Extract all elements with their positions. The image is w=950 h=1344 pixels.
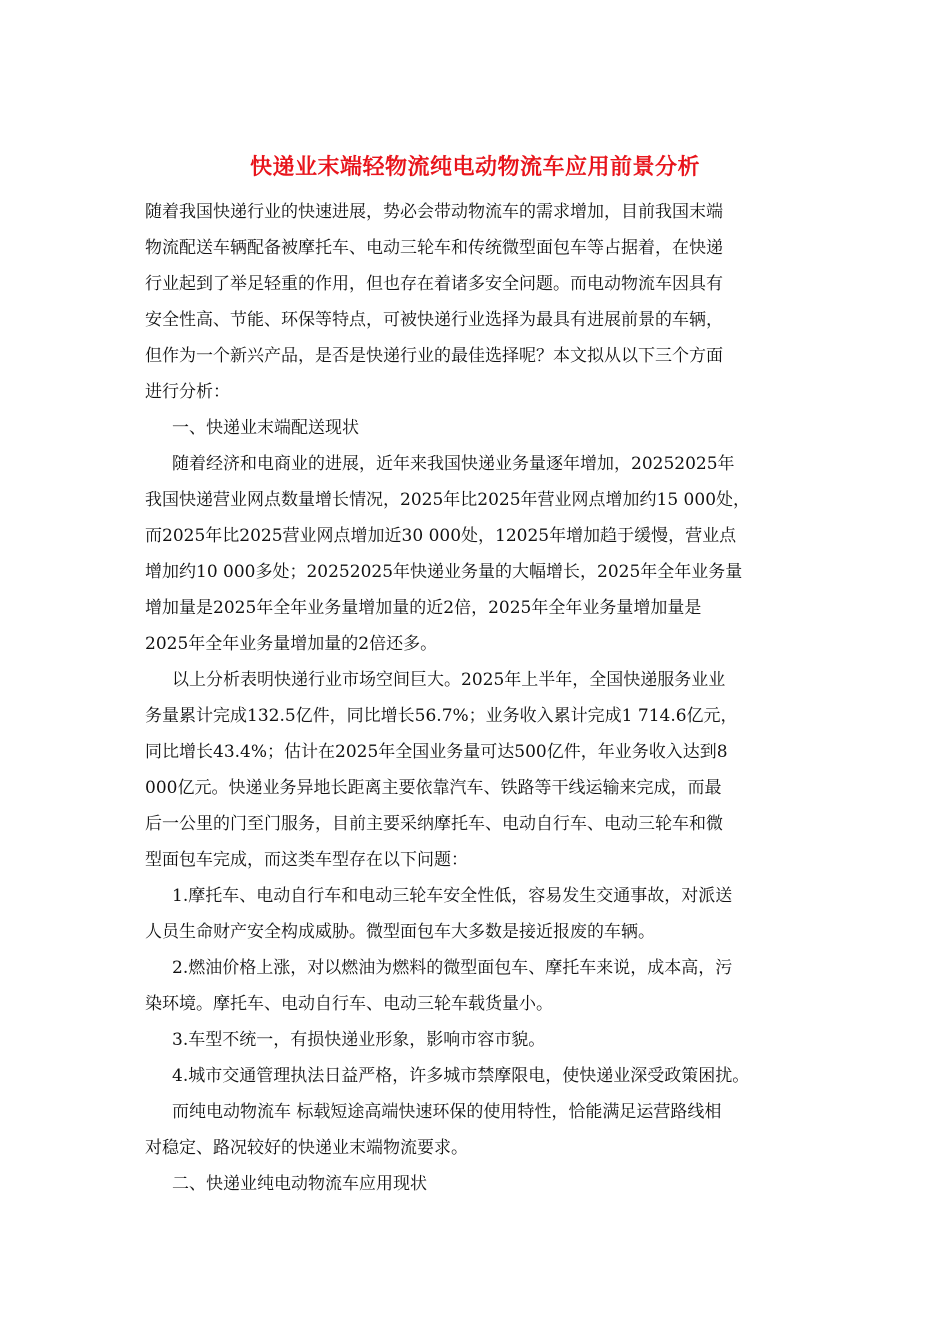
text-line: 行业起到了举足轻重的作用，但也存在着诸多安全问题。而电动物流车因具有	[145, 274, 723, 294]
text-line: 但作为一个新兴产品，是否是快递行业的最佳选择呢？本文拟从以下三个方面	[145, 346, 723, 366]
list-item-continuation: 染环境。摩托车、电动自行车、电动三轮车载货量小。	[145, 994, 553, 1014]
section-heading: 一、快递业末端配送现状	[172, 418, 359, 438]
text-line: 物流配送车辆配备被摩托车、电动三轮车和传统微型面包车等占据着，在快递	[145, 238, 723, 258]
text-line: 对稳定、路况较好的快递业末端物流要求。	[145, 1138, 468, 1158]
text-line: 随着我国快递行业的快速进展，势必会带动物流车的需求增加，目前我国末端	[145, 202, 723, 222]
text-line: 而2025年比2025营业网点增加近30 000处，12025年增加趋于缓慢，营业点	[145, 526, 737, 546]
text-line: 000亿元。快递业务异地长距离主要依靠汽车、铁路等干线运输来完成，而最	[145, 778, 722, 798]
section-heading: 二、快递业纯电动物流车应用现状	[172, 1174, 427, 1194]
text-line: 进行分析：	[145, 382, 230, 402]
list-item: 1.摩托车、电动自行车和电动三轮车安全性低，容易发生交通事故，对派送	[172, 886, 733, 906]
text-line: 增加量是2025年全年业务量增加量的近2倍，2025年全年业务量增加量是	[145, 598, 702, 618]
text-line: 我国快递营业网点数量增长情况，2025年比2025年营业网点增加约15 000处，	[145, 490, 751, 510]
text-line: 以上分析表明快递行业市场空间巨大。2025年上半年，全国快递服务业业	[172, 670, 726, 690]
text-line: 2025年全年业务量增加量的2倍还多。	[145, 634, 438, 654]
text-line: 务量累计完成132.5亿件，同比增长56.7%；业务收入累计完成1 714.6亿元，	[145, 706, 738, 726]
list-item: 4.城市交通管理执法日益严格，许多城市禁摩限电，使快递业深受政策困扰。	[172, 1066, 750, 1086]
text-line: 同比增长43.4%；估计在2025年全国业务量可达500亿件，年业务收入达到8	[145, 742, 728, 762]
text-line: 安全性高、节能、环保等特点，可被快递行业选择为最具有进展前景的车辆，	[145, 310, 723, 330]
text-line: 型面包车完成，而这类车型存在以下问题：	[145, 850, 468, 870]
list-item: 2.燃油价格上涨，对以燃油为燃料的微型面包车、摩托车来说，成本高，污	[172, 958, 733, 978]
list-item: 3.车型不统一，有损快递业形象，影响市容市貌。	[172, 1030, 546, 1050]
document-title: 快递业末端轻物流纯电动物流车应用前景分析	[249, 155, 700, 180]
text-line: 而纯电动物流车 标载短途高端快速环保的使用特性，恰能满足运营路线相	[172, 1102, 722, 1122]
list-item-continuation: 人员生命财产安全构成威胁。微型面包车大多数是接近报废的车辆。	[145, 922, 655, 942]
text-line: 随着经济和电商业的进展，近年来我国快递业务量逐年增加，20252025年	[172, 454, 735, 474]
text-line: 增加约10 000多处；20252025年快递业务量的大幅增长，2025年全年业务量	[145, 562, 743, 582]
text-line: 后一公里的门至门服务，目前主要采纳摩托车、电动自行车、电动三轮车和微	[145, 814, 723, 834]
